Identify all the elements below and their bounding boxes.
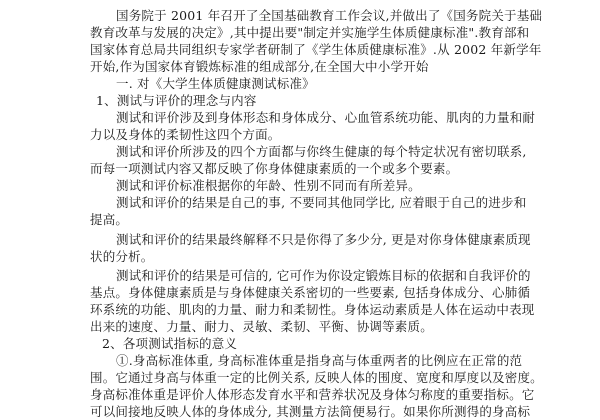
paragraph-line: 教育改革与发展的决定》,其中提出要"制定并实施学生体质健康标准".教育部和 (90, 25, 530, 40)
paragraph-line: ①.身高标准体重, 身高标准体重是指身高与体重两者的比例应在正常的范 (116, 353, 523, 368)
paragraph-line: 状的分析。 (90, 249, 154, 264)
paragraph-line: 测试和评价的结果是自己的事, 不要同其他同学比, 应着眼于自己的进步和 (116, 195, 527, 210)
paragraph-line: 国务院于 2001 年召开了全国基础教育工作会议,并做出了《国务院关于基础 (116, 8, 543, 23)
paragraph-line: 测试和评价的结果最终解释不只是你得了多少分, 更是对你身体健康素质现 (116, 232, 531, 247)
paragraph-line: 开始,作为国家体育锻炼标准的组成部分,在全国大中小学开始 (90, 59, 429, 74)
paragraph-line: 测试和评价标准根据你的年龄、性别不同而有所差异。 (116, 178, 421, 193)
paragraph-line: 力以及身体的柔韧性这四个方面。 (90, 127, 281, 142)
paragraph-line: 出来的速度、力量、耐力、灵敏、柔韧、平衡、协调等素质。 (90, 319, 433, 334)
paragraph-line: 而每一项测试内容又都反映了你身体健康素质的一个或多个要素。 (90, 161, 459, 176)
section-heading: 一. 对《大学生体质健康测试标准》 (116, 76, 315, 91)
paragraph-line: 可以间接地反映人体的身体成分, 其测量方法简便易行。如果你所测得的身高标 (90, 404, 531, 419)
paragraph-line: 环系统的功能、肌肉的力量、耐力和柔韧性。身体运动素质是人体在运动中表现 (90, 302, 535, 317)
paragraph-line: 测试和评价所涉及的四个方面都与你终生健康的每个特定状况有密切联系, (116, 144, 527, 159)
paragraph-line: 国家体育总局共同组织专家学者研制了《学生体质健康标准》.从 2002 年新学年 (90, 42, 542, 57)
paragraph-line: 提高。 (90, 212, 129, 227)
paragraph-line: 围。它通过身高与体重一定的比例关系, 反映人体的围度、宽度和厚度以及密度。 (90, 370, 543, 385)
subsection-heading: 2、各项测试指标的意义 (102, 336, 238, 351)
paragraph-line: 测试和评价涉及到身体形态和身体成分、心血管系统功能、肌肉的力量和耐 (116, 110, 536, 125)
paragraph-line: 基点。身体健康素质是与身体健康关系密切的一些要素, 包括身体成分、心肺循 (90, 285, 531, 300)
subsection-heading: 1、测试与评价的理念与内容 (96, 93, 257, 108)
paragraph-line: 身高标准体重是评价人体形态发育水平和营养状况及身体匀称度的重要指标。它 (90, 387, 535, 402)
paragraph-line: 测试和评价的结果是可信的, 它可作为你设定锻炼目标的依据和自我评价的 (116, 268, 531, 283)
